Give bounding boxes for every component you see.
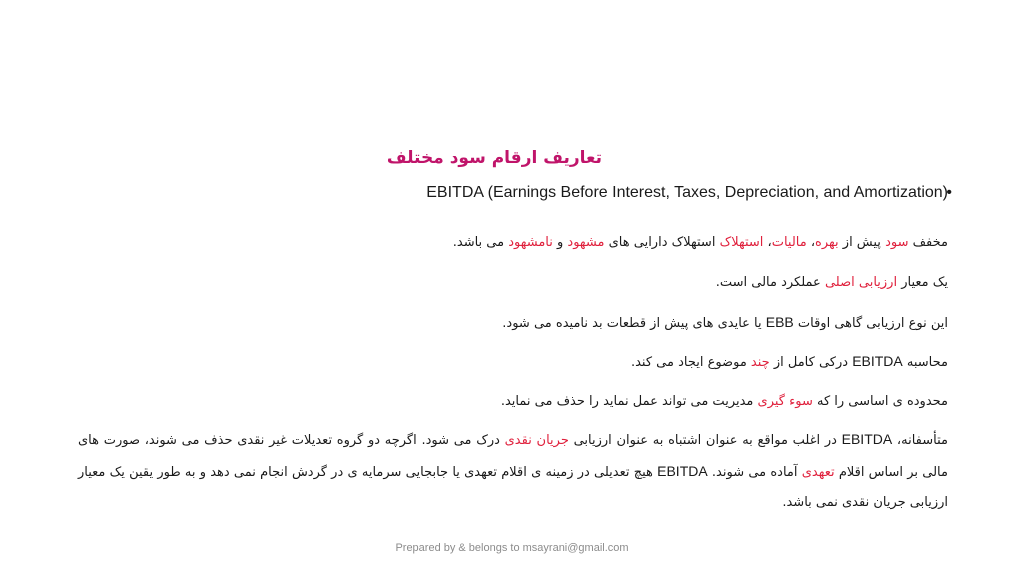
text: متأسفانه، [892,433,948,448]
highlight: سود [885,235,909,250]
text: ، [763,235,772,250]
text: می باشد. [452,235,509,250]
highlight: سوء گیری [757,394,813,409]
bullet-line [268,184,948,202]
text: مخفف [908,235,948,250]
ebitda-term: EBITDA [841,431,893,447]
caveat-paragraph [78,424,948,518]
text: درکی کامل از [769,355,853,370]
text: این نوع ارزیابی گاهی اوقات [793,316,948,331]
text: یک معیار [897,275,948,290]
text: در اغلب مواقع به عنوان اشتباه به عنوان ارزیابی [568,433,842,448]
text: مدیریت می تواند عمل نماید را حذف می نماید. [500,394,758,409]
text: محدوده ی اساسی را که [812,394,948,409]
text: و [552,235,568,250]
footer-credit: Prepared by & belongs to msayrani@gmail.com [395,542,629,554]
highlight: نامشهود [508,235,553,250]
text: هیچ تعدیلی در زمینه ی اقلام تعهدی یا جابجایی سرمایه ی در گردش انجام نمی دهد و به طور یقین یک معیار ارزیابی جریان نقدی نمی باشد. [78,465,948,510]
text: موضوع ایجاد می کند. [630,355,751,370]
definition-line [453,235,948,250]
calculation-line [631,353,948,370]
text: ، [806,235,816,250]
highlight: ارزیابی اصلی [824,275,898,290]
ebitda-expansion: (Earnings Before Interest, Taxes, Depreciation, and Amortization) [487,184,948,201]
highlight: مشهود [567,235,605,250]
slide-title: تعاریف ارقام سود مختلف [386,148,602,168]
scope-line [501,394,948,409]
text: یا عایدی های پیش از قطعات بد نامیده می شود. [502,316,766,331]
text: پیش از [838,235,886,250]
bullet-icon: • [946,184,952,201]
text: محاسبه [902,355,948,370]
highlight: مالیات [771,235,807,250]
highlight: استهلاک [719,235,764,250]
measure-line [716,275,948,290]
ebitda-term: EBITDA [657,463,708,479]
highlight: بهره [815,235,839,250]
text: عملکرد مالی است. [715,275,825,290]
highlight: تعهدی [801,465,835,480]
ebitda-term: EBITDA [852,353,903,369]
text: استهلاک دارایی های [604,235,720,250]
highlight: چند [750,355,770,370]
ebb-term: EBB [765,314,794,330]
ebitda-label: EBITDA [426,184,484,201]
text: آماده می شوند. [707,465,802,480]
highlight: جریان نقدی [504,433,569,448]
ebb-line [502,314,948,331]
text: درک می شود. اگرچه دو گروه تعدیلات غیر نقدی حذف می شوند، صورت های مالی بر اساس اقلام [78,433,948,480]
